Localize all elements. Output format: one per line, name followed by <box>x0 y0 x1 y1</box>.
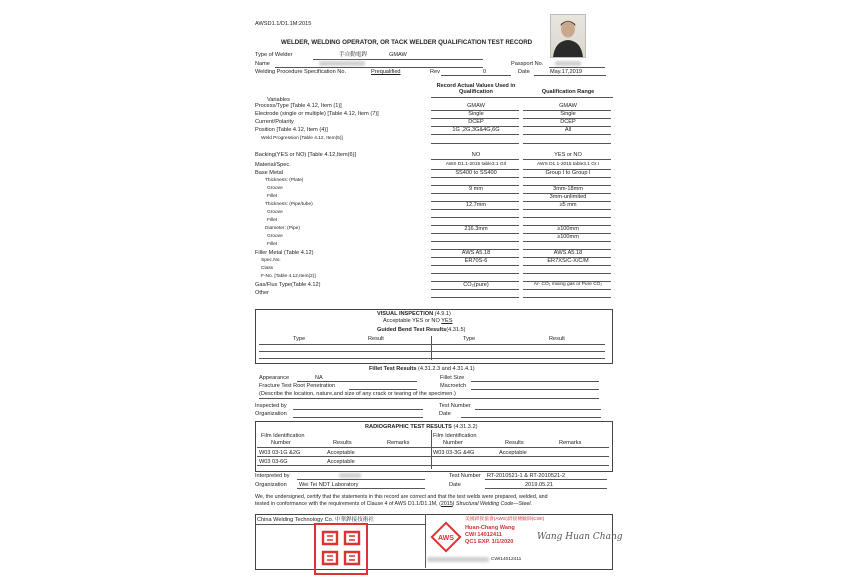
variable-label: Backing(YES or NO) [Table 4.12,Item(6)] <box>255 152 357 158</box>
fillet-title <box>369 366 475 372</box>
rev-label: Rev <box>430 69 440 75</box>
actual-value: NO <box>471 152 481 158</box>
svg-text:AWS: AWS <box>438 535 454 542</box>
certify-line-1: We, the undersigned, certify that the statements in this record are correct and that the test welds were prepared, welded, and <box>255 494 548 500</box>
variable-label: Process/Type [Table 4.12, Item (1)] <box>255 103 342 109</box>
radio-date-value: 2019.05.21 <box>525 482 553 488</box>
process-value: GMAW <box>389 52 407 58</box>
actual-value: ER70S-6 <box>464 258 488 264</box>
bend-title <box>377 327 466 333</box>
visual-acceptable <box>383 318 452 324</box>
variable-label: Diameter: (Pipe) <box>265 226 300 231</box>
form-code: AWSD1.1/D1.1M:2015 <box>255 21 312 27</box>
aws-diamond-logo <box>429 520 463 554</box>
radio-result-right-1: Acceptable <box>499 450 527 456</box>
radio-result-left-1: Acceptable <box>327 450 355 456</box>
variable-label: Fillet <box>267 218 278 223</box>
type-of-welder-label: Type of Welder <box>255 52 293 58</box>
fillet-organization-label: Organization <box>255 411 287 417</box>
actual-value: Single <box>468 111 484 117</box>
interpreted-by-label: Interpreted by <box>255 473 290 479</box>
radio-film-left-1: W03 03-1G &2G <box>259 450 301 456</box>
actual-value: SS400 to SS400 <box>455 170 497 176</box>
range-value: YES or NO <box>554 152 582 158</box>
bend-type-label-2: Type <box>463 336 476 342</box>
actual-value: 1G ,2G,3G&4G,6G <box>452 127 500 133</box>
actual-value: AWS A5.18 <box>461 250 491 256</box>
actual-value: 12.7mm <box>465 202 487 208</box>
radio-film-right-1: W03 03-3G &4G <box>433 450 475 456</box>
actual-value: 9 mm <box>469 186 483 192</box>
results-label-2: Results <box>505 440 524 446</box>
range-value: ≥100mm <box>557 226 579 232</box>
company-seal-stamp <box>313 522 369 576</box>
variable-label: Groove <box>267 210 283 215</box>
range-value: DCEP <box>560 119 576 125</box>
visual-acceptable-value: YES <box>441 318 453 324</box>
cwi-name: Huan-Chang Wang <box>465 525 515 531</box>
variable-label: Filler Metal (Table 4.12) <box>255 250 314 256</box>
radio-organization-label: Organization <box>255 482 287 488</box>
certify-line-2 <box>255 501 532 507</box>
radio-test-number-label: Test Number <box>449 473 481 479</box>
range-value: 3mm-18mm <box>553 186 583 192</box>
radio-result-left-2: Acceptable <box>327 459 355 465</box>
fillet-clause: (4.31.2.3 and 4.31.4.1) <box>418 366 475 372</box>
cwi-org: 美國銲接協會(AWS)銲接檢驗師(CWI) <box>465 517 545 522</box>
certify-line-2-b: ) Structural Welding Code—Steel. <box>452 501 533 507</box>
appearance-value: NA <box>315 375 323 381</box>
describe-note: (Describe the location, nature,and size of any crack or tearing of the specimen.) <box>259 391 456 397</box>
variable-label: Position [Table 4.12, Item (4)] <box>255 127 328 133</box>
range-value: Group I to Group I <box>545 170 591 176</box>
fillet-size-label: Fillet Size <box>440 375 465 381</box>
macroetch-label: Macroetch <box>440 383 467 389</box>
org-left: China Welding Technology Co. 中華銲接技術社 <box>257 517 374 523</box>
visual-acceptable-label: Acceptable YES or NO <box>383 318 440 324</box>
radio-organization-value: Wei Tei NDT Laboratory <box>299 482 359 488</box>
type-of-welder-value: 手自動電銲 <box>339 52 367 58</box>
document-title: WELDER, WELDING OPERATOR, OR TACK WELDER QUALIFICATION TEST RECORD <box>281 39 533 46</box>
range-value: Ar- CO₂ mixing gas or Pure CO₂ <box>533 282 603 287</box>
variable-label: Spec.No. <box>261 258 281 263</box>
remarks-label-2: Remarks <box>559 440 582 446</box>
results-label-1: Results <box>333 440 352 446</box>
passport-label: Passport No. <box>511 61 544 67</box>
actual-values-header: Record Actual Values Used in Qualification <box>436 83 516 96</box>
number-label-1: Number <box>271 440 291 446</box>
variable-label: Gas/Flux Type(Table 4.12) <box>255 282 321 288</box>
visual-clause: (4.9.1) <box>434 311 451 317</box>
film-label-2: Film Identification <box>433 433 477 439</box>
date-label: Date <box>518 69 530 75</box>
range-value: GMAW <box>559 103 577 109</box>
bend-type-label-1: Type <box>293 336 306 342</box>
variable-label: Current/Polarity <box>255 119 294 125</box>
cwi-expiry: QC1 EXP. 1/1/2020 <box>465 539 514 545</box>
fillet-test-number-label: Test Number <box>439 403 471 409</box>
variable-label: Thickness: (Pipe/tube) <box>265 202 313 207</box>
bend-result-label-1: Result <box>368 336 384 342</box>
fillet-date-label: Date <box>439 411 451 417</box>
cwi-number: CWI 14012411 <box>465 532 503 538</box>
variable-label: Base Metal <box>255 170 283 176</box>
qualification-record <box>253 0 623 584</box>
actual-value: 216.3mm <box>464 226 488 232</box>
radio-title <box>365 424 477 430</box>
rev-value: 0 <box>483 69 487 75</box>
range-value: ≥5 mm <box>559 202 577 208</box>
variable-label: Electrode (single or multiple) [Table 4.12, Item (7)] <box>255 111 379 117</box>
root-penetration-label: Fracture Test Root Penetration <box>259 383 336 389</box>
variable-label: Groove <box>267 186 283 191</box>
range-value: 3mm-unlimited <box>549 194 587 200</box>
visual-title <box>377 311 451 317</box>
variables-header: Variables <box>267 97 290 103</box>
radio-clause: (4.31.3.2) <box>453 424 478 430</box>
range-value: AWS D1.1-2015 table3.1 Gr.I <box>537 162 599 167</box>
wps-label: Welding Procedure Specification No. <box>255 69 346 75</box>
variable-label: Other <box>255 290 269 296</box>
radio-test-number-value: RT-2010521-1 & RT-2010521-2 <box>487 473 566 479</box>
bend-title-text: Guided Bend Test Results <box>377 327 447 333</box>
cert-code: CWI14012411 <box>491 557 522 562</box>
radio-title-text: RADIOGRAPHIC TEST RESULTS <box>365 424 452 430</box>
actual-value: DCEP <box>468 119 484 125</box>
fillet-title-text: Fillet Test Results <box>369 366 417 372</box>
range-value: All <box>564 127 572 133</box>
range-value: ER7XS/C-X/C/M <box>547 258 589 264</box>
film-label-1: Film Identification <box>261 433 305 439</box>
certify-line-2-a: tested in conformance with the requirements of Clause 4 of AWS D1.1/D1.1M, ( <box>255 501 441 507</box>
variable-label: Material/Spec. <box>255 162 291 168</box>
variable-label: Weld Progression [Table 4.12, Item(5)] <box>261 136 343 141</box>
actual-value: AWS D1.1-2015 table3.1 Grl <box>445 162 507 167</box>
actual-value: GMAW <box>467 103 485 109</box>
range-value: AWS A5.18 <box>553 250 583 256</box>
name-label: Name <box>255 61 270 67</box>
signature: Wang Huan Chang <box>537 532 623 542</box>
range-value: ≥100mm <box>557 234 579 240</box>
remarks-label-1: Remarks <box>387 440 410 446</box>
qualification-range-header: Qualification Range <box>541 89 595 95</box>
date-value: May.17,2019 <box>550 69 582 75</box>
radio-film-left-2: W03 03-6G <box>259 459 288 465</box>
variable-label: Thickness: (Plate) <box>265 178 304 183</box>
variable-label: Class <box>261 266 273 271</box>
bend-result-label-2: Result <box>549 336 565 342</box>
appearance-label: Appearance <box>259 375 290 381</box>
radio-date-label: Date <box>449 482 461 488</box>
variable-label: Fillet <box>267 194 278 199</box>
wps-value: Prequalified <box>371 69 401 75</box>
range-value: Single <box>560 111 576 117</box>
variable-label: F-No. [Table 4.12,Item(2)] <box>261 274 316 279</box>
inspected-by-label: Inspected by <box>255 403 287 409</box>
number-label-2: Number <box>443 440 463 446</box>
variable-label: Fillet <box>267 242 278 247</box>
certify-year: 2015 <box>440 501 453 507</box>
bend-clause: (4.31.5) <box>446 327 466 333</box>
visual-title-text: VISUAL INSPECTION <box>377 311 434 317</box>
actual-value: CO₂(pure) <box>463 282 489 288</box>
variable-label: Groove <box>267 234 283 239</box>
welder-photo <box>550 14 586 58</box>
